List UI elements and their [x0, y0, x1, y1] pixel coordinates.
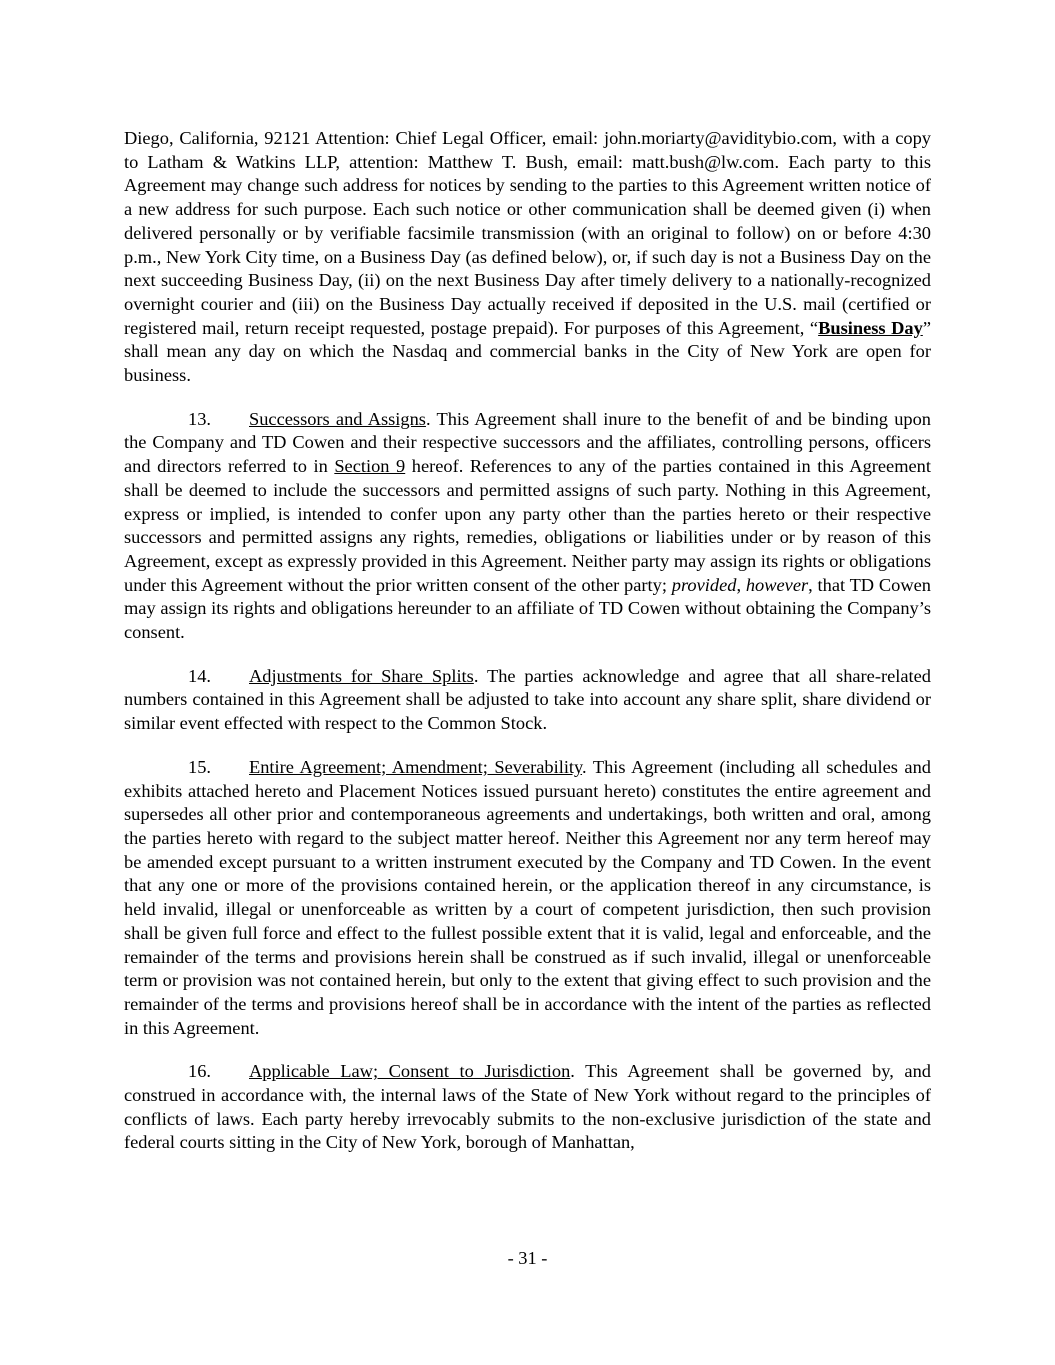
notices-paragraph-continued: Diego, California, 92121 Attention: Chief Legal Officer, email: john.moriarty@aviditybio.com, with a copy to Latham & Watkins LLP, attention: Matthew T. Bush, email: matt.bush@lw.com. Each party to this Agreement may change such address for notices by sending to the parties to this Agreement written notice of a new address for such purpose. Each such notice or other communication shall be deemed given (i) when delivered personally or by verifiable facsimile transmission (with an original to follow) on or before 4:30 p.m., New York City time, on a Business Day (as defined below), or, if such day is not a Business Day on the next succeeding Business Day, (ii) on the next Business Day after timely delivery to a nationally-recognized overnight courier and (iii) on the Business Day actually received if deposited in the U.S. mail (certified or registered mail, return receipt requested, postage prepaid). For purposes of this Agreement, “Business Day” shall mean any day on which the Nasdaq and commercial banks in the City of New York are open for business. [124, 128, 931, 386]
section-number: 14. [188, 665, 211, 686]
section-13-paragraph: 13. Successors and Assigns. This Agreement shall inure to the benefit of and be binding upon the Company and TD Cowen and their respective successors and the affiliates, controlling persons, officers and directors referred to in Section 9 hereof. References to any of the parties contained in this Agreement shall be deemed to include the successors and permitted assigns of such party. Nothing in this Agreement, express or implied, is intended to confer upon any party other than the parties hereto or their respective successors and permitted assigns any rights, remedies, obligations or liabilities under or by reason of this Agreement, except as expressly provided in this Agreement. Neither party may assign its rights or obligations under this Agreement without the prior written consent of the other party; provided, however, that TD Cowen may assign its rights and obligations hereunder to an affiliate of TD Cowen without obtaining the Company’s consent. [124, 408, 931, 643]
document-page [124, 127, 931, 1175]
section-heading: Entire Agreement; Amendment; Severability [249, 756, 583, 777]
page-number: - 31 - [507, 1248, 548, 1268]
section-heading: Successors and Assigns [249, 408, 426, 429]
section-heading: Applicable Law; Consent to Jurisdiction [249, 1061, 571, 1082]
section-reference: Section 9 [334, 456, 406, 477]
section-number: 15. [188, 756, 211, 777]
section-16-paragraph: 16. Applicable Law; Consent to Jurisdiction. This Agreement shall be governed by, and construed in accordance with, the internal laws of the State of New York without regard to the principles of conflicts of laws. Each party hereby irrevocably submits to the non-exclusive jurisdiction of the state and federal courts sitting in the City of New York, borough of Manhattan, [124, 1061, 931, 1153]
section-number: 13. [188, 408, 211, 429]
defined-term-business-day: Business Day [818, 317, 923, 338]
section-heading: Adjustments for Share Splits [249, 665, 474, 686]
section-14-paragraph: 14. Adjustments for Share Splits. The parties acknowledge and agree that all share-related numbers contained in this Agreement shall be adjusted to take into account any share split, share dividend or similar event effected with respect to the Common Stock. [124, 665, 931, 734]
section-15-paragraph: 15. Entire Agreement; Amendment; Severability. This Agreement (including all schedules and exhibits attached hereto and Placement Notices issued pursuant hereto) constitutes the entire agreement and supersedes all other prior and contemporaneous agreements and undertakings, both written and oral, among the parties hereto with regard to the subject matter hereof. Neither this Agreement nor any term hereof may be amended except pursuant to a written instrument executed by the Company and TD Cowen. In the event that any one or more of the provisions contained herein, or the application thereof in any circumstance, is held invalid, illegal or unenforceable as written by a court of competent jurisdiction, then such provision shall be given full force and effect to the fullest possible extent that it is valid, legal and enforceable, and the remainder of the terms and provisions herein shall be construed as if such invalid, illegal or unenforceable term or provision was not contained herein, but only to the extent that giving effect to such provision and the remainder of the terms and provisions hereof shall be in accordance with the intent of the parties as reflected in this Agreement. [124, 756, 931, 1038]
section-number: 16. [188, 1061, 211, 1082]
